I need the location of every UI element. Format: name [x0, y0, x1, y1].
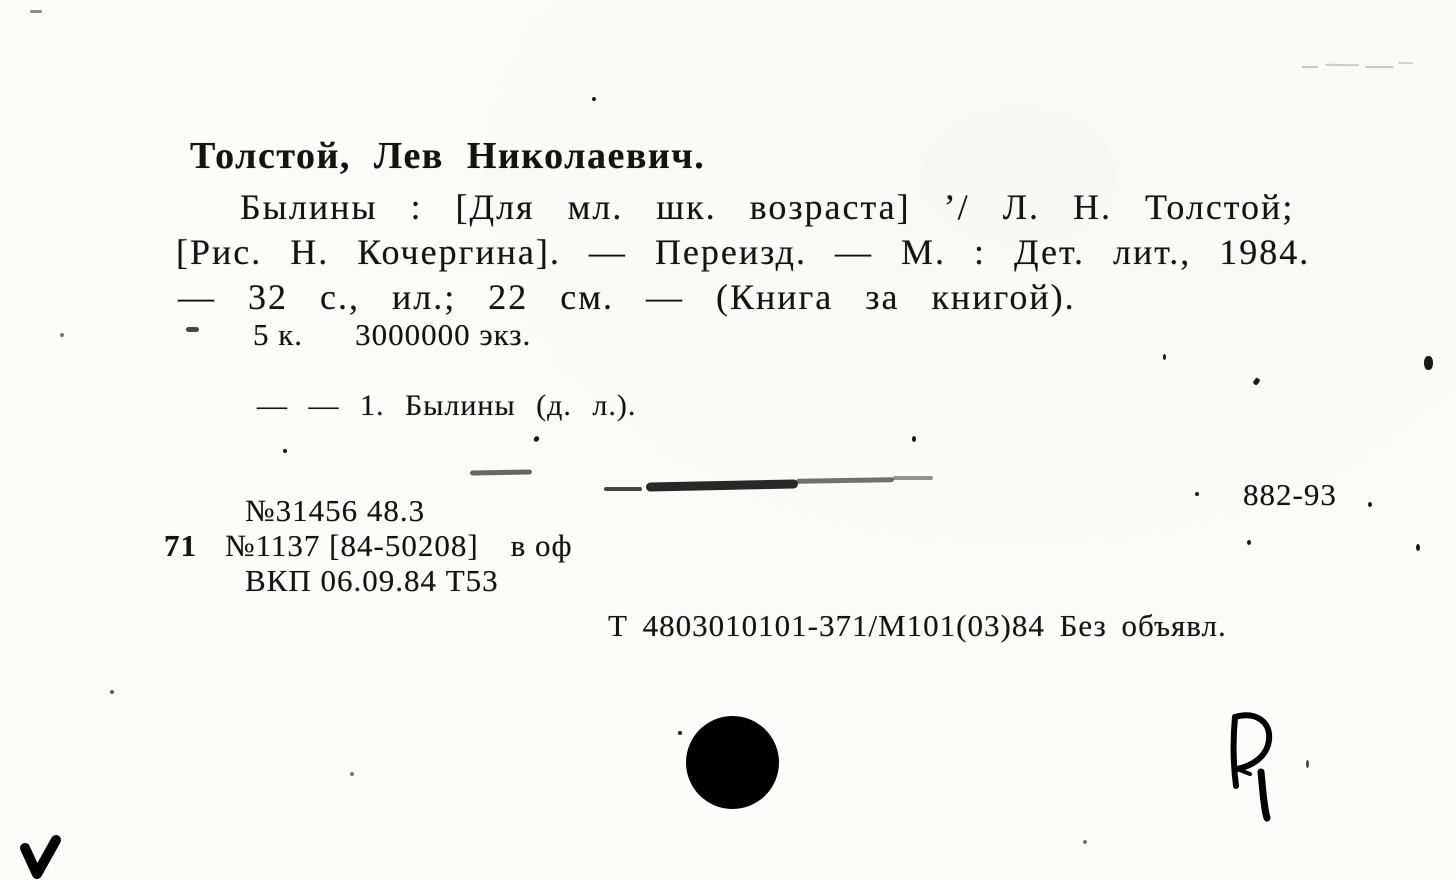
noise-speck: [110, 690, 114, 694]
registry-line-2: [164, 528, 573, 564]
checkmark-mark: [20, 836, 62, 880]
ink-smudge: [796, 477, 894, 484]
noise-speck: [1252, 377, 1260, 386]
noise-speck: [592, 97, 596, 101]
print-run-value: 3000000 экз.: [355, 317, 532, 352]
noise-speck: [1195, 492, 1199, 496]
noise-speck: [350, 772, 354, 776]
noise-speck: [1163, 354, 1166, 360]
noise-speck: [1424, 356, 1433, 370]
order-number: 882-93: [1243, 477, 1337, 512]
ink-smudge: [893, 476, 933, 480]
registry-line-3: ВКП 06.09.84 Т53: [245, 563, 499, 598]
title-statement-line: Былины : [Для мл. шк. возраста] ’/ Л. Н. Толстой;: [240, 187, 1295, 227]
author-heading: Толстой, Лев Николаевич.: [190, 135, 706, 177]
imprint-line: [Рис. Н. Кочергина]. — Переизд. — М. : Дет. лит., 1984.: [176, 232, 1311, 272]
ink-smudge: [604, 487, 642, 491]
noise-speck: [533, 435, 541, 443]
faint-dash-mark: [1302, 66, 1318, 68]
registry-line-1: №31456 48.3: [245, 493, 426, 528]
faint-dash-mark: [1365, 66, 1393, 68]
price-value: 5 к.: [253, 317, 304, 352]
noise-speck: [30, 10, 42, 13]
collation-line: — 32 с., ил.; 22 см. — (Книга за книгой).: [178, 277, 1076, 317]
catalog-index-line: Т 4803010101-371/М101(03)84 Без объявл.: [608, 608, 1227, 643]
ink-smudge: [470, 469, 532, 475]
noise-speck: [1247, 540, 1251, 545]
noise-speck: [60, 333, 64, 337]
handwritten-pen-mark: [1222, 710, 1297, 822]
ink-smudge: [646, 479, 798, 491]
noise-speck: [912, 436, 916, 442]
faint-dash-mark: [1325, 64, 1359, 67]
noise-speck: [1416, 544, 1420, 551]
hole-punch-mark: [686, 716, 779, 809]
registry-line-2-number: №1137 [84-50208]: [225, 528, 479, 563]
noise-speck: [1306, 760, 1309, 768]
price-line: [253, 317, 531, 353]
noise-speck: [283, 449, 287, 453]
noise-speck: [678, 731, 682, 735]
noise-speck: [1083, 840, 1087, 844]
ink-smudge: [186, 327, 199, 332]
noise-speck: [1368, 502, 1372, 507]
faint-dash-mark: [1399, 62, 1413, 64]
tracing-line: — — 1. Былины (д. л.).: [257, 389, 637, 422]
registry-line-2-prefix: 71: [164, 528, 197, 563]
registry-line-2-suffix: в оф: [510, 528, 573, 563]
